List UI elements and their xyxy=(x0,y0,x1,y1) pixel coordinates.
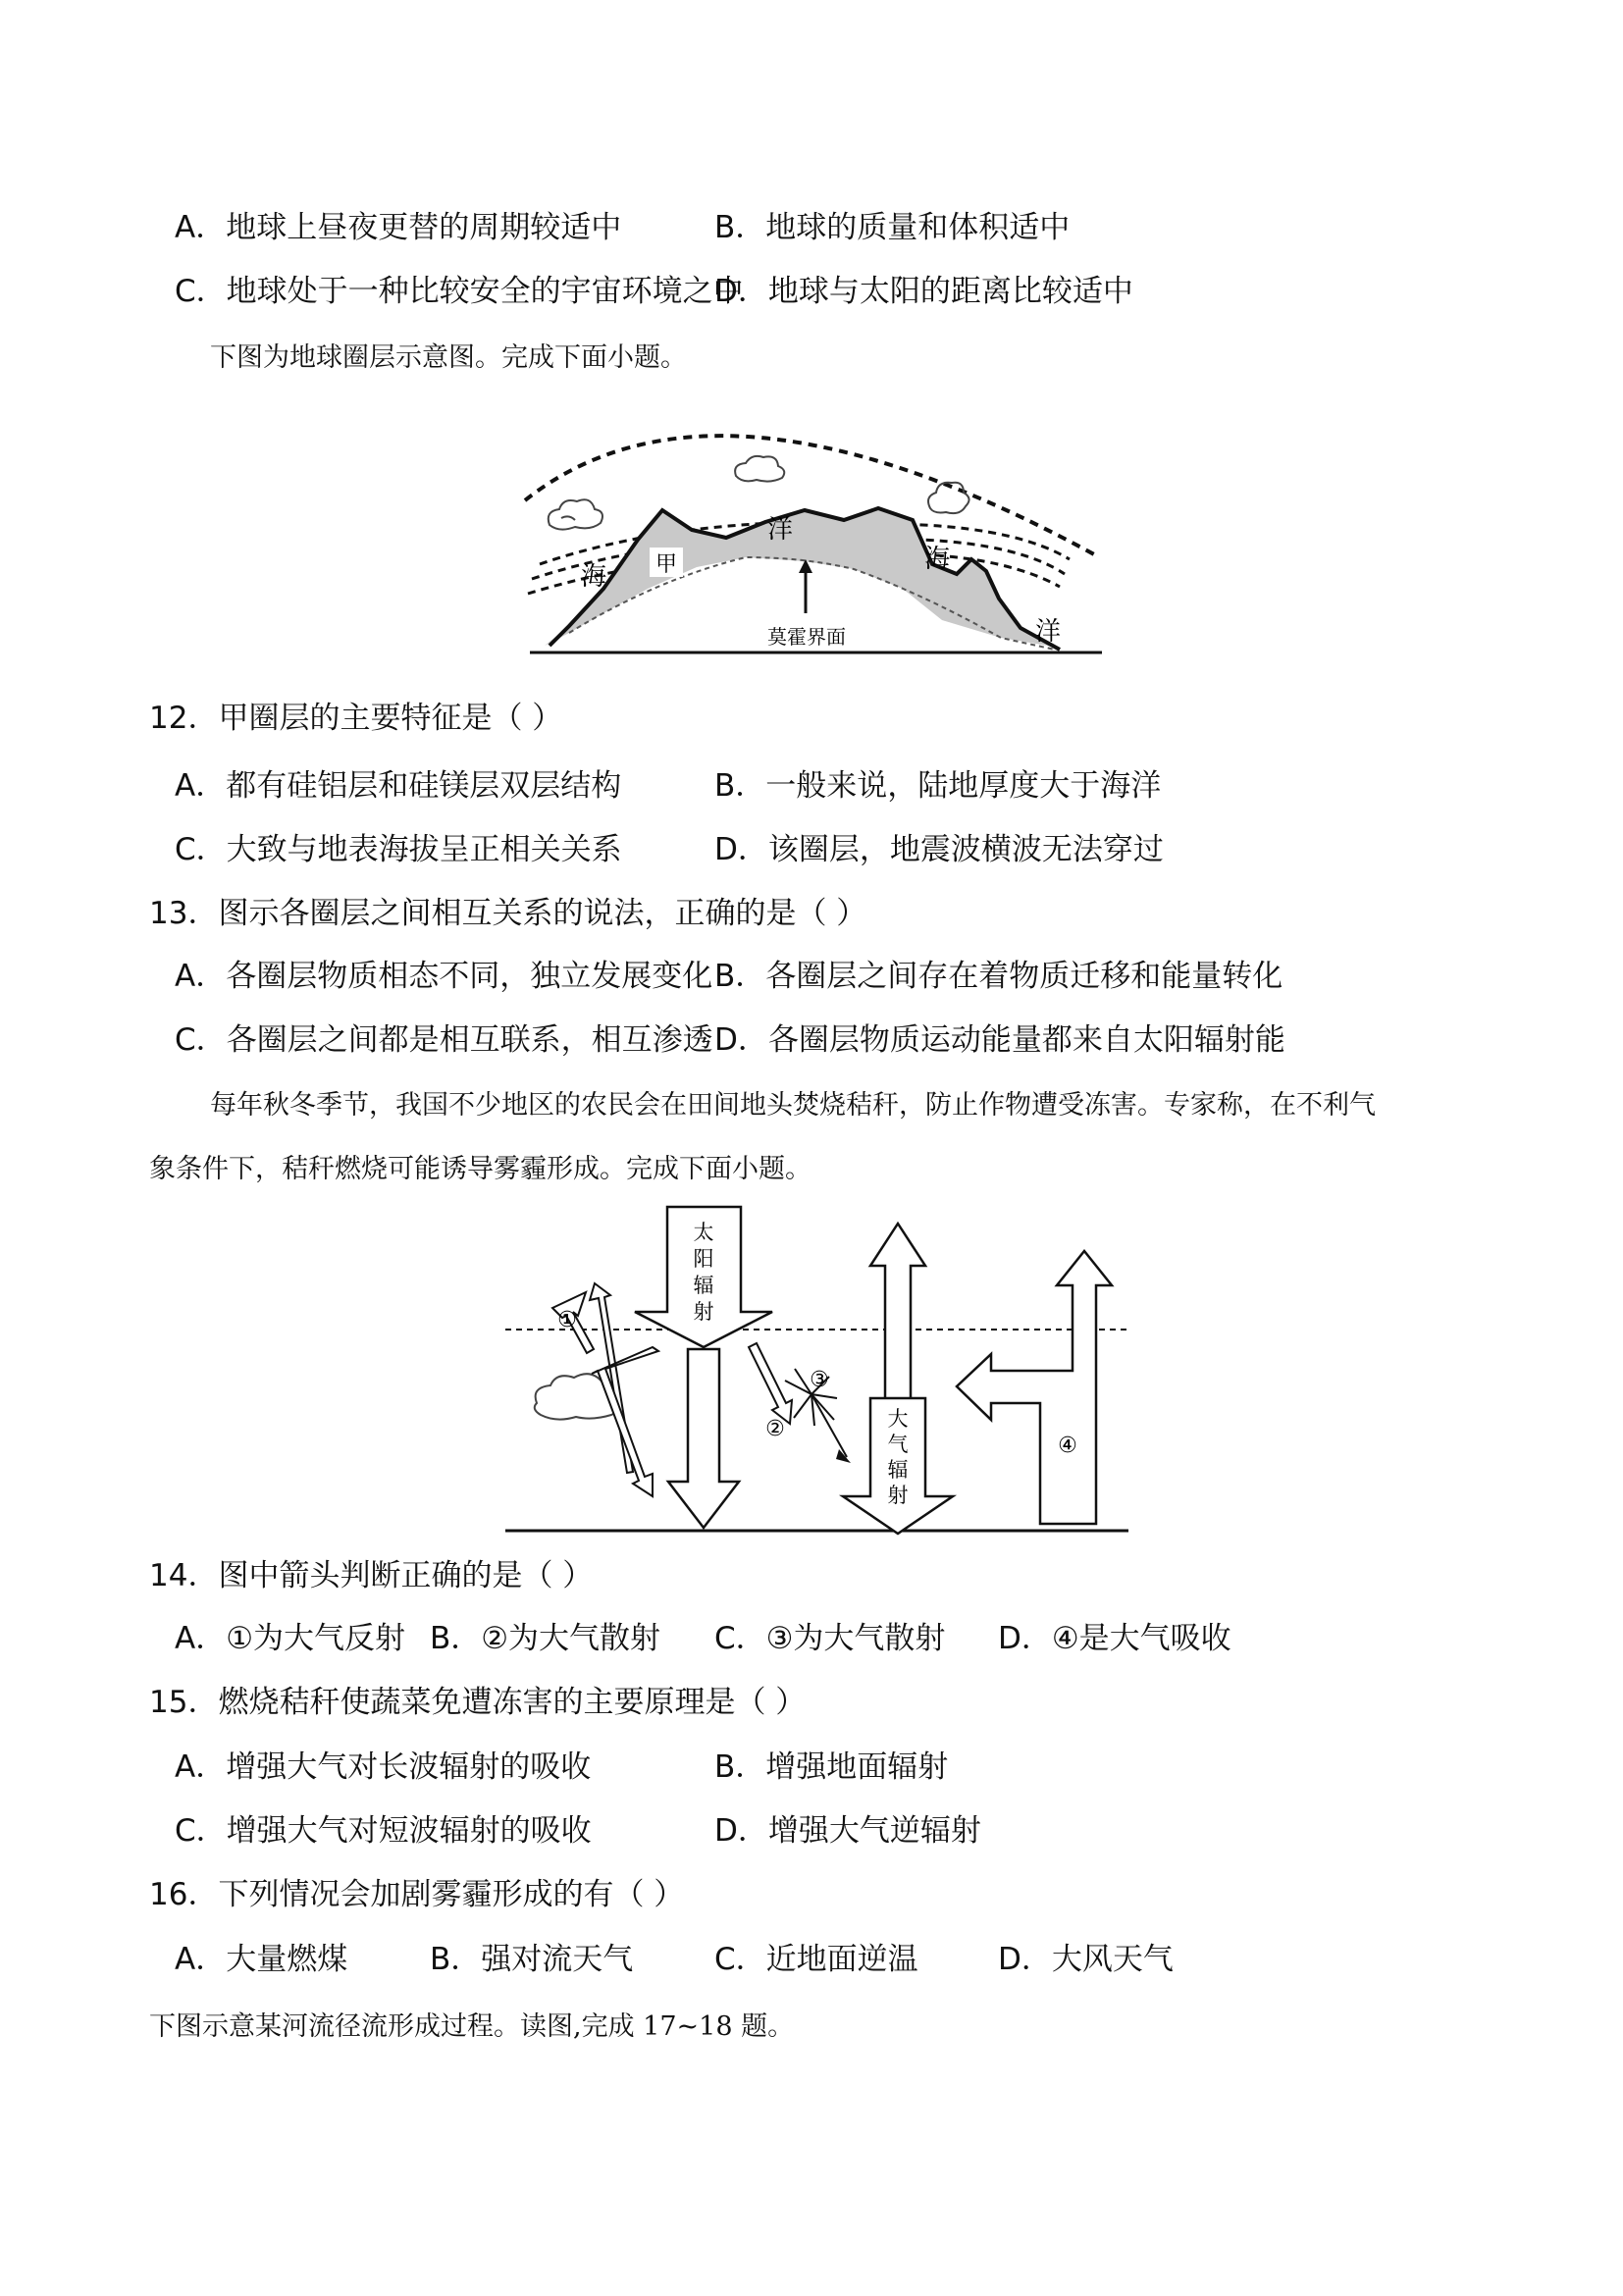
q13-stem: 13．图示各圈层之间相互关系的说法，正确的是（ ） xyxy=(149,896,867,931)
q12-option-a: A．都有硅铝层和硅镁层双层结构 xyxy=(175,768,622,804)
q13-option-b: B．各圈层之间存在着物质迁移和能量转化 xyxy=(714,959,1283,994)
q14-option-b: B．②为大气散射 xyxy=(430,1621,661,1656)
q11-option-a: A．地球上昼夜更替的周期较适中 xyxy=(175,210,622,245)
solar-char-4: 射 xyxy=(693,1300,714,1324)
intro-figure3: 下图示意某河流径流形成过程。读图,完成 17~18 题。 xyxy=(149,2011,795,2042)
layer-jia-label: 甲 xyxy=(654,552,678,577)
atmosphere-up-arrow xyxy=(870,1224,925,1408)
marker-2: ② xyxy=(765,1417,785,1441)
atm-char-2: 气 xyxy=(887,1433,909,1456)
q14-option-c: C．③为大气散射 xyxy=(714,1621,946,1656)
intro-figure2-line2: 象条件下，秸秆燃烧可能诱导雾霾形成。完成下面小题。 xyxy=(149,1154,812,1184)
q14-stem: 14．图中箭头判断正确的是（ ） xyxy=(149,1558,594,1593)
q11-option-b: B．地球的质量和体积适中 xyxy=(714,210,1071,245)
cloud-icon xyxy=(549,499,602,529)
q15-option-a: A．增强大气对长波辐射的吸收 xyxy=(175,1749,592,1785)
atm-char-1: 大 xyxy=(887,1407,909,1431)
q15-option-b: B．增强地面辐射 xyxy=(714,1749,949,1785)
marker-1: ① xyxy=(557,1308,577,1332)
q16-option-c: C．近地面逆温 xyxy=(714,1942,918,1977)
arrow-4-ground-radiation xyxy=(957,1251,1112,1524)
diagonal-incoming-arrow xyxy=(592,1347,658,1496)
q13-option-a: A．各圈层物质相态不同，独立发展变化 xyxy=(175,959,713,994)
solar-char-1: 太 xyxy=(693,1221,714,1244)
q15-option-c: C．增强大气对短波辐射的吸收 xyxy=(175,1813,592,1849)
q15-stem: 15．燃烧秸秆使蔬菜免遭冻害的主要原理是（ ） xyxy=(149,1685,807,1720)
q12-option-d: D．该圈层，地震波横波无法穿过 xyxy=(714,832,1164,867)
ocean-label-right: 海 xyxy=(923,545,951,574)
q16-option-b: B．强对流天气 xyxy=(430,1942,634,1977)
solar-char-2: 阳 xyxy=(693,1247,714,1271)
ocean-label-right2: 洋 xyxy=(1034,617,1062,647)
q13-option-c: C．各圈层之间都是相互联系，相互渗透 xyxy=(175,1022,713,1058)
q14-option-a: A．①为大气反射 xyxy=(175,1621,405,1656)
q16-option-a: A．大量燃煤 xyxy=(175,1942,348,1977)
q12-stem: 12．甲圈层的主要特征是（ ） xyxy=(149,701,563,736)
atmospheric-heating-diagram xyxy=(496,1202,1143,1540)
cloud-icon xyxy=(735,456,784,482)
surface-absorbed-arrow xyxy=(668,1349,739,1528)
q12-option-b: B．一般来说，陆地厚度大于海洋 xyxy=(714,768,1162,804)
atm-char-4: 射 xyxy=(887,1484,909,1507)
ocean-label-top: 洋 xyxy=(766,515,794,545)
intro-figure1: 下图为地球圈层示意图。完成下面小题。 xyxy=(210,342,687,373)
q13-option-d: D．各圈层物质运动能量都来自太阳辐射能 xyxy=(714,1022,1285,1058)
intro-figure2-line1: 每年秋冬季节，我国不少地区的农民会在田间地头焚烧秸秆，防止作物遭受冻害。专家称，在不利气 xyxy=(210,1090,1376,1121)
q14-option-d: D．④是大气吸收 xyxy=(998,1621,1231,1656)
marker-4: ④ xyxy=(1058,1434,1077,1458)
q12-option-c: C．大致与地表海拔呈正相关关系 xyxy=(175,832,622,867)
q16-option-d: D．大风天气 xyxy=(998,1942,1174,1977)
marker-3: ③ xyxy=(810,1368,829,1392)
moho-label: 莫霍界面 xyxy=(767,625,846,649)
ocean-label-left: 海 xyxy=(580,562,607,592)
arrow-2-scatter xyxy=(749,1343,792,1424)
atm-char-3: 辐 xyxy=(887,1458,909,1482)
q11-option-c: C．地球处于一种比较安全的宇宙环境之中 xyxy=(175,274,744,309)
earth-spheres-diagram xyxy=(510,392,1119,677)
solar-char-3: 辐 xyxy=(693,1274,714,1297)
q15-option-d: D．增强大气逆辐射 xyxy=(714,1813,981,1849)
q16-stem: 16．下列情况会加剧雾霾形成的有（ ） xyxy=(149,1877,685,1912)
q11-option-d: D．地球与太阳的距离比较适中 xyxy=(714,274,1133,309)
